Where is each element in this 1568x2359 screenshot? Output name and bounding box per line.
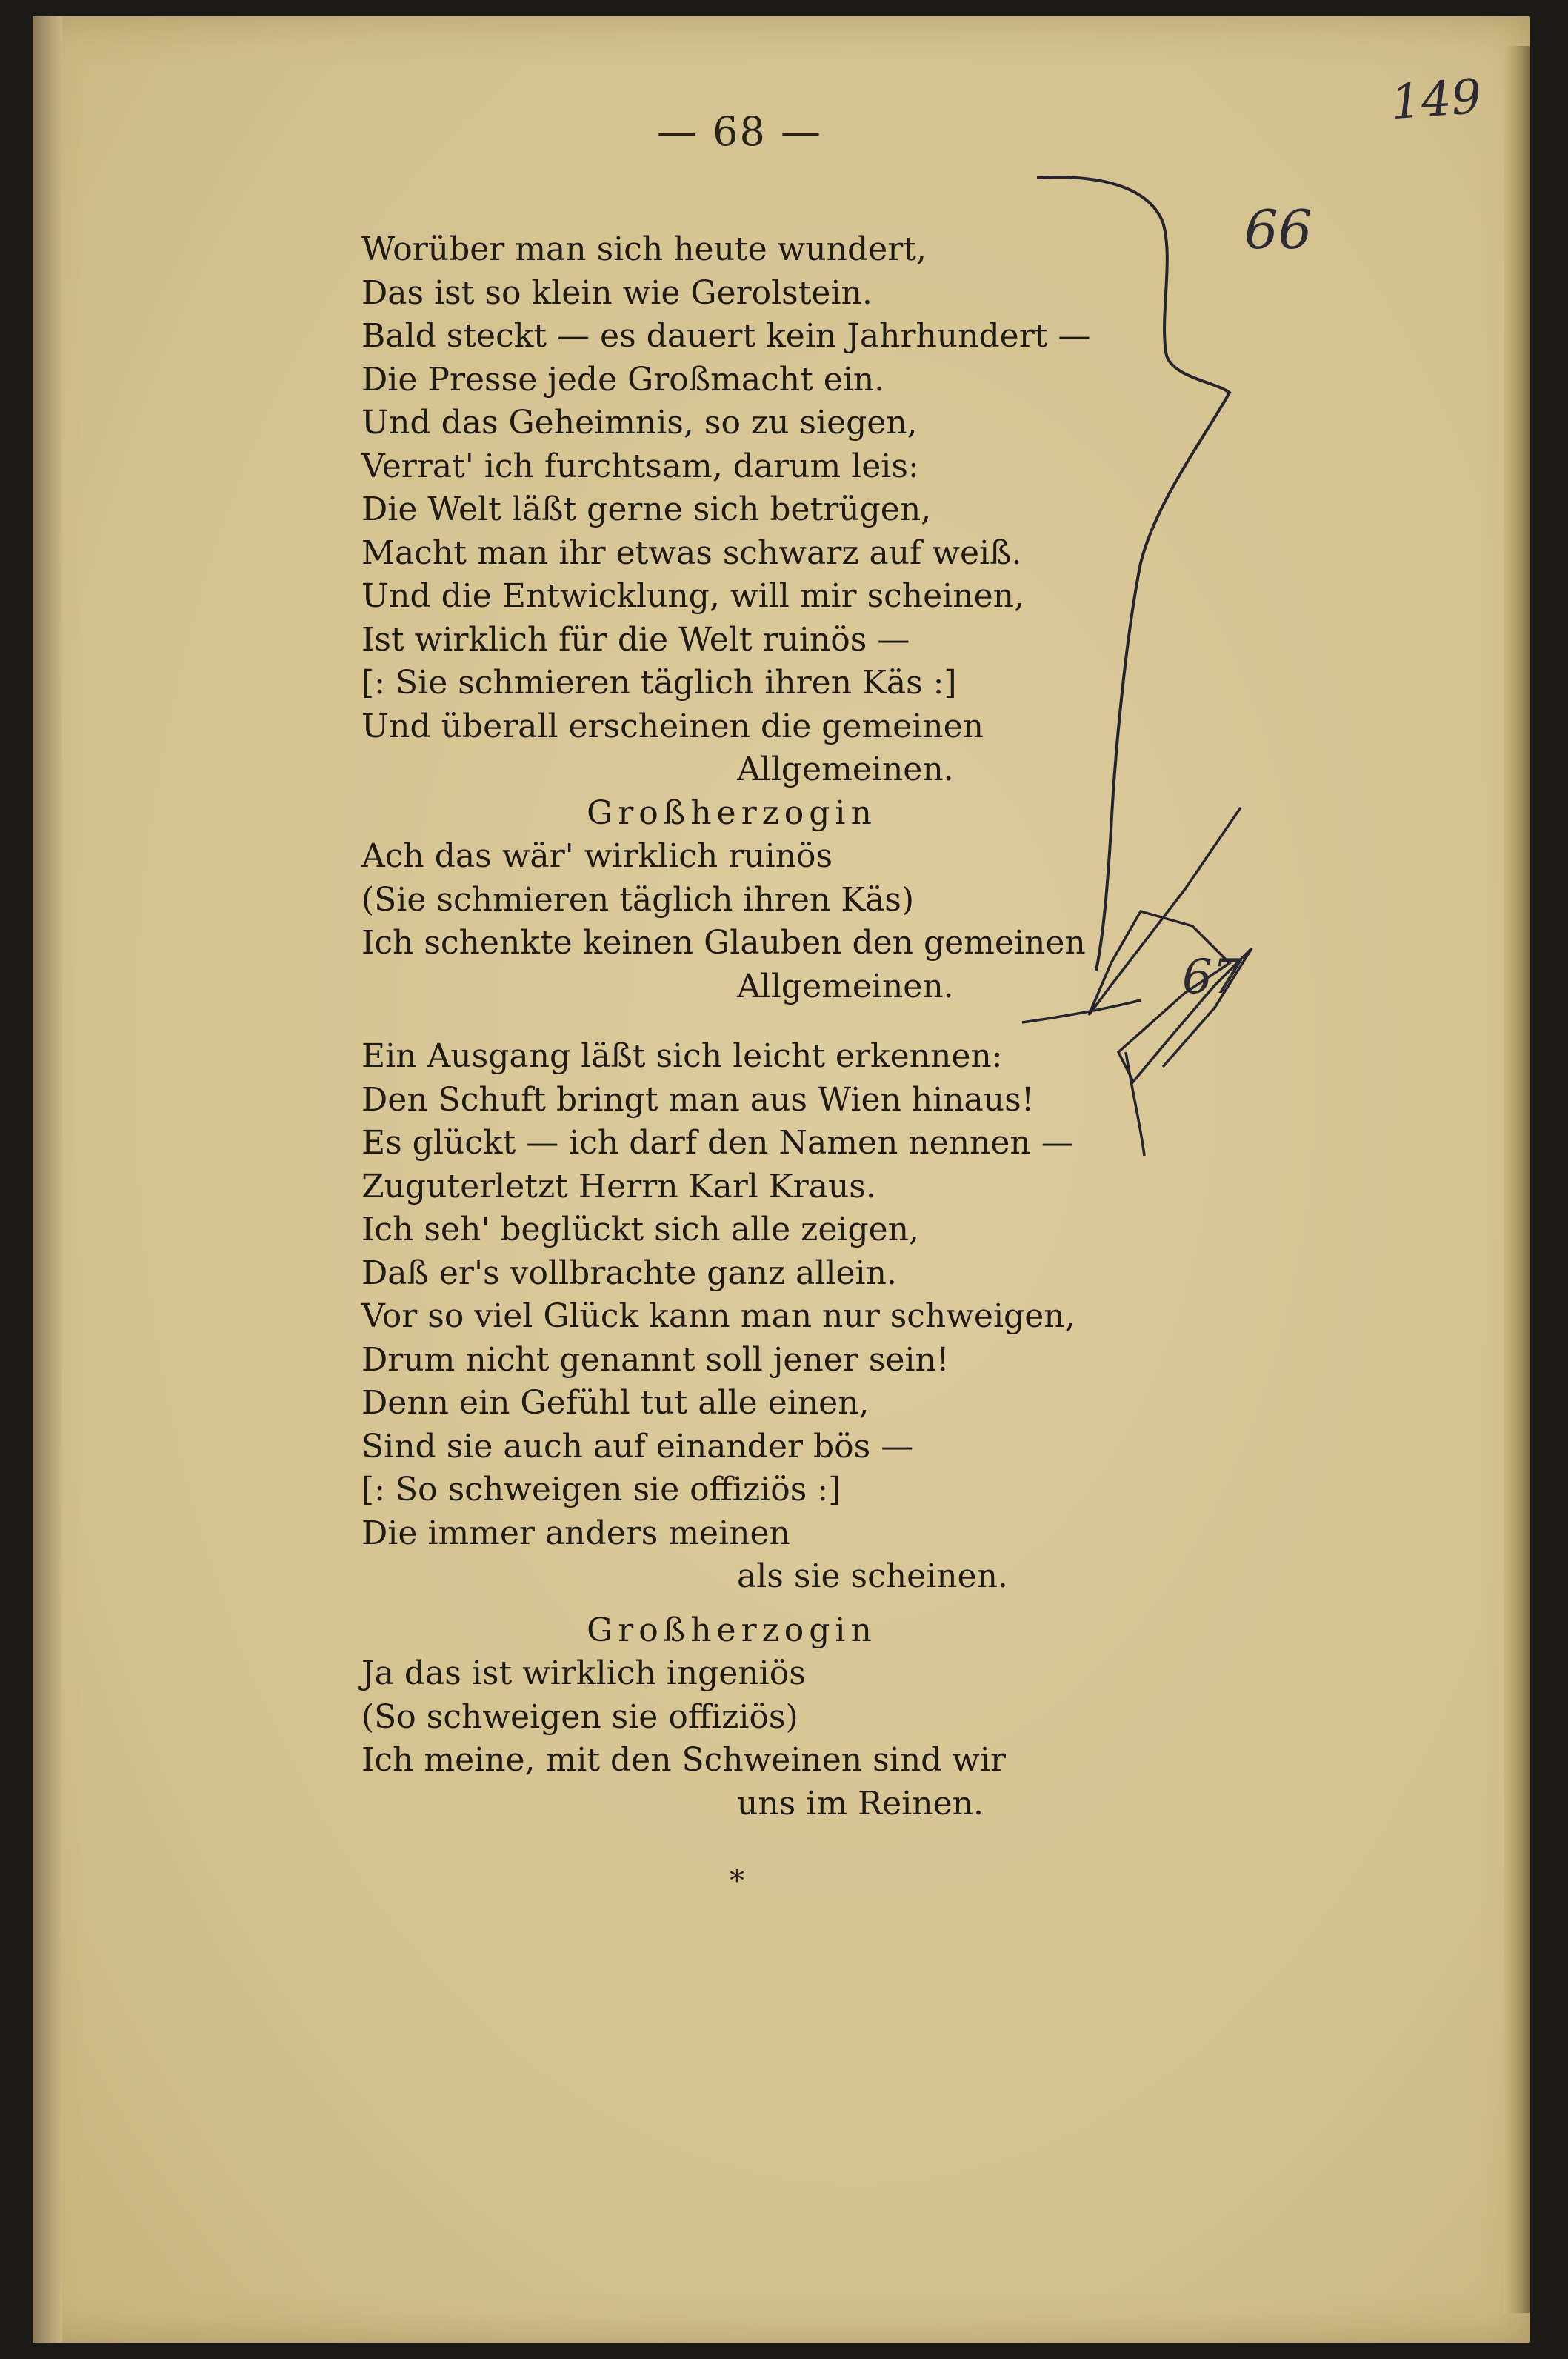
verse-line-end: uns im Reinen. [737,1784,984,1823]
verse-line: Verrat' ich furchtsam, darum leis: [361,447,919,485]
end-asterisk: * [730,1864,744,1898]
verse-line: Worüber man sich heute wundert, [361,230,927,268]
verse-line: Daß er's vollbrachte ganz allein. [361,1254,897,1292]
verse-line: Sind sie auch auf einander bös — [361,1427,914,1465]
verse-line: Bald steckt — es dauert kein Jahrhundert — [361,317,1091,355]
verse-line: Die immer anders meinen [361,1514,790,1552]
margin-note-66: 66 [1244,199,1312,261]
verse-line: Und überall erscheinen die gemeinen [361,707,984,745]
verse-line-end: Allgemeinen. [737,967,954,1005]
verse-line: Die Welt läßt gerne sich betrügen, [361,490,932,528]
bracket-line [1037,177,1230,971]
verse-line: Ich schenkte keinen Glauben den gemeinen [361,924,1086,962]
verse-line: Zuguterletzt Herrn Karl Kraus. [361,1167,876,1205]
verse-line: Es glückt — ich darf den Namen nennen — [361,1124,1074,1162]
verse-line: Denn ein Gefühl tut alle einen, [361,1384,870,1422]
verse-line: Den Schuft bringt man aus Wien hinaus! [361,1080,1035,1119]
verse-line: Ich meine, mit den Schweinen sind wir [361,1741,1007,1779]
verse-line: [: Sie schmieren täglich ihren Käs :] [361,664,957,702]
verse-line: Vor so viel Glück kann man nur schweigen, [361,1297,1075,1335]
verse-line: Und das Geheimnis, so zu siegen, [361,404,918,442]
verse-line: Ja das ist wirklich ingeniös [361,1654,806,1692]
verse-line: (So schweigen sie offiziös) [361,1697,798,1736]
scribble-marks [1022,808,1252,1156]
verse-line: Ein Ausgang läßt sich leicht erkennen: [361,1037,1003,1075]
page-number: — 68 — [656,108,823,155]
verse-line: Ich seh' beglückt sich alle zeigen, [361,1211,919,1248]
verse-line-end: als sie scheinen. [737,1557,1008,1595]
verse-line: Ist wirklich für die Welt ruinös — [361,620,910,659]
verse-line: (Sie schmieren täglich ihren Käs) [361,880,915,919]
verse-line: Drum nicht genannt soll jener sein! [361,1340,950,1379]
verse-line: [: So schweigen sie offiziös :] [361,1471,841,1508]
verse-line: Und die Entwicklung, will mir scheinen, [361,577,1024,615]
verse-line: Die Presse jede Großmacht ein. [361,360,885,399]
verse-line: Ach das wär' wirklich ruinös [361,837,833,875]
verse-line-end: Allgemeinen. [737,751,954,788]
verse-line: Macht man ihr etwas schwarz auf weiß. [361,533,1022,572]
speaker-name: Großherzogin [587,793,877,832]
margin-note-67: 67 [1182,950,1243,1005]
archive-folio-number: 149 [1389,69,1484,131]
verse-line: Das ist so klein wie Gerolstein. [361,273,873,312]
speaker-name: Großherzogin [587,1611,877,1649]
